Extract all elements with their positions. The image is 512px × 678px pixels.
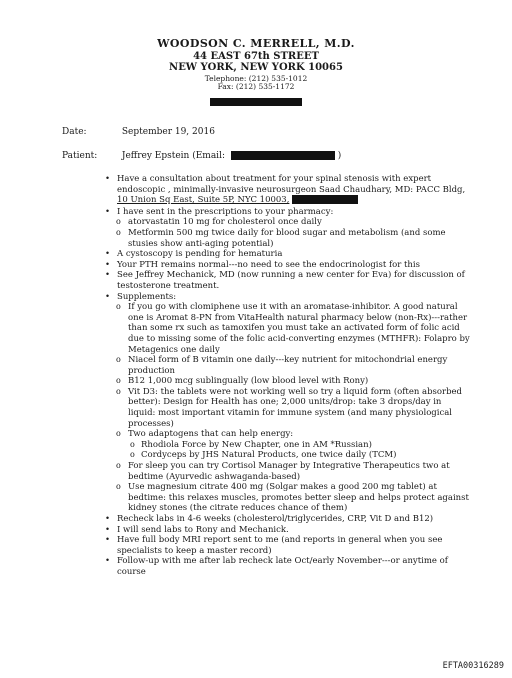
telephone: Telephone: (212) 535-1012 — [204, 73, 308, 83]
list-item — [104, 514, 476, 525]
sub-sub-list-item — [130, 440, 476, 451]
mri-line-1: • Have full body MRI report sent to me (and reports in general when you see — [117, 535, 443, 546]
sub-list-item — [116, 302, 476, 355]
letterhead — [0, 38, 512, 110]
clomiphene-line-2: one is Aromat 8-PN from VitaHealth natural pharmacy below (non-Rx)---rather — [128, 312, 468, 323]
list-item — [104, 525, 476, 536]
rx-metformin-line-1: o Metformin 500 mg twice daily for blood sugar and metabolism (and some — [128, 227, 446, 238]
sub-list-item — [116, 355, 476, 376]
list-item — [104, 249, 476, 260]
cordyceps-note: o Cordyceps by JHS Natural Products, one twice daily (TCM) — [141, 450, 397, 461]
list-item — [104, 174, 476, 206]
rx-atorvastatin: o atorvastatin 10 mg for cholesterol once daily — [128, 217, 322, 228]
document-id: EFTA00316289 — [442, 661, 504, 671]
date-row — [62, 127, 215, 137]
recheck-labs: • Recheck labs in 4-6 weeks (cholesterol/triglycerides, CRP, Vit D and B12) — [117, 514, 434, 524]
redaction-bar — [292, 195, 358, 204]
followup-line-1: • Follow-up with me after lab recheck late Oct/early November---or anytime of — [117, 556, 448, 567]
list-item — [104, 535, 476, 556]
vitd-line-1: o Vit D3: the tablets were not working well so try a liquid form (often absorbed — [128, 386, 462, 397]
patient-row — [62, 151, 341, 161]
vitd-line-4: processes) — [128, 418, 174, 429]
sub-list-item — [116, 228, 476, 249]
patient-close-paren: ) — [337, 151, 342, 161]
list-item — [104, 292, 476, 303]
patient-value: Jeffrey Epstein (Email: — [121, 151, 225, 161]
consult-line-2: endoscopic , minimally-invasive neurosurgeon Saad Chaudhary, MD: PACC Bldg, — [117, 184, 466, 195]
list-item — [104, 260, 476, 271]
rx-metformin-line-2: stusies show anti-aging potential) — [128, 238, 274, 249]
fax: Fax: (212) 535-1172 — [217, 82, 295, 92]
date-label: Date: — [62, 127, 87, 137]
redaction-bar — [210, 98, 302, 106]
list-item — [104, 207, 476, 218]
sleep-line-2: bedtime (Ayurvedic ashwaganda-based) — [128, 471, 301, 482]
sleep-line-1: o For sleep you can try Cortisol Manager by Integrative Therapeutics two at — [128, 461, 450, 472]
sub-list-item — [116, 387, 476, 429]
followup-line-2: course — [117, 566, 146, 577]
cystoscopy-note: • A cystoscopy is pending for hematuria — [117, 249, 283, 260]
magnesium-line-3: kidney stones (the citrate reduces chance of them) — [128, 503, 348, 514]
sub-list-item — [116, 217, 476, 228]
letter-body — [104, 174, 476, 578]
mechanick-line-2: testosterone treatment. — [117, 280, 220, 291]
adaptogens-heading: o Two adaptogens that can help energy: — [128, 429, 294, 440]
rx-intro: • I have sent in the prescriptions to your pharmacy: — [117, 206, 334, 217]
date-value: September 19, 2016 — [121, 127, 215, 137]
mri-line-2: specialists to keep a master record) — [117, 545, 272, 556]
clomiphene-line-4: due to missing some of the folic acid-converting enzymes (MTHFR): Folapro by — [128, 333, 470, 344]
b12-note: o B12 1,000 mcg sublingually (low blood level with Rony) — [128, 376, 369, 387]
consult-line-1: • Have a consultation about treatment for your spinal stenosis with expert — [117, 174, 432, 184]
clomiphene-line-1: o If you go with clomiphene use it with an aromatase-inhibitor. A good natural — [128, 302, 458, 313]
magnesium-line-1: o Use magnesium citrate 400 mg (Solgar makes a good 200 mg tablet) at — [128, 482, 437, 493]
redaction-bar — [231, 151, 335, 160]
patient-label: Patient: — [62, 151, 98, 161]
clomiphene-line-5: Metagenics one daily — [128, 344, 220, 355]
niacel-line-2: production — [128, 365, 176, 376]
pth-note: • Your PTH remains normal---no need to see the endocrinologist for this — [117, 259, 420, 270]
sub-list-item — [116, 461, 476, 482]
clomiphene-line-3: than some rx such as tamoxifen you must take an activated form of folic acid — [128, 323, 460, 334]
vitd-line-2: better): Design for Health has one; 2,000 units/drop: take 3 drops/day in — [128, 397, 442, 408]
send-labs: • I will send labs to Rony and Mechanick. — [117, 524, 289, 535]
consult-line-3 — [117, 195, 476, 206]
vitd-line-3: liquid: most important vitamin for immune system (and many physiological — [128, 408, 453, 419]
list-item — [104, 556, 476, 577]
niacel-line-1: o Niacel form of B vitamin one daily---key nutrient for mitochondrial energy — [128, 355, 448, 366]
rhodiola-note: o Rhodiola Force by New Chapter, one in AM *Russian) — [141, 439, 372, 450]
physician-name: WOODSON C. MERRELL, M.D. — [157, 37, 355, 50]
city-address: NEW YORK, NEW YORK 10065 — [169, 62, 343, 74]
supplements-heading: • Supplements: — [117, 291, 177, 302]
sub-list-item — [116, 429, 476, 440]
street-address: 44 EAST 67th STREET — [193, 50, 319, 62]
sub-list-item — [116, 376, 476, 387]
sub-list-item — [116, 482, 476, 514]
magnesium-line-2: bedtime: this relaxes muscles, promotes better sleep and helps protect against — [128, 492, 469, 503]
consult-address: 10 Union Sq East, Suite 5P, NYC 10003, — [117, 195, 290, 206]
mechanick-line-1: • See Jeffrey Mechanick, MD (now running a new center for Eva) for discussion of — [117, 270, 465, 281]
list-item — [104, 270, 476, 291]
sub-sub-list-item — [130, 450, 476, 461]
